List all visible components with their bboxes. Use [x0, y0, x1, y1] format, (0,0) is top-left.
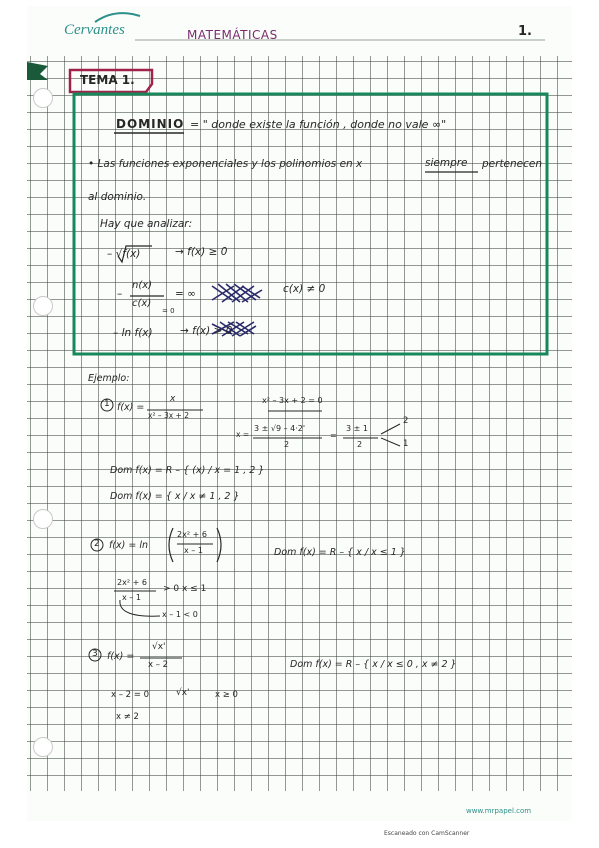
- note-line2: al dominio.: [88, 191, 147, 203]
- ex2-curve-arrow: [120, 600, 160, 616]
- ex3-c3: x ≥ 0: [215, 690, 238, 700]
- case2-num: n(x): [132, 280, 153, 291]
- ex2-left-paren: [169, 528, 173, 562]
- note-siempre: siempre: [425, 157, 468, 169]
- case1-lhs: – √f(x): [107, 248, 141, 260]
- note-analyze: Hay que analizar:: [100, 218, 193, 230]
- subject-title: MATEMÁTICAS: [187, 28, 278, 42]
- case2-small: = 0: [162, 307, 175, 315]
- case3-rhs: → f(x) > 0: [180, 325, 233, 337]
- ex1-dom1: Dom f(x) = R – { (x) / x = 1 , 2 }: [110, 465, 265, 476]
- ex2-ineq-den: x – 1: [122, 593, 141, 602]
- ex1-frac-num: x: [170, 394, 176, 404]
- case2-den: c(x): [132, 298, 152, 309]
- scan-note: Escaneado con CamScanner: [384, 830, 470, 837]
- ex1-root-arrows: [381, 424, 400, 446]
- ex2-frac-num: 2x² + 6: [177, 530, 207, 539]
- note-line1: • Las funciones exponenciales y los polinomios en x: [88, 158, 363, 170]
- definition-text: = " donde existe la función , donde no vale ∞": [190, 118, 447, 131]
- term-dominio: DOMINIO: [116, 117, 185, 131]
- ex2-dom: Dom f(x) = R – { x / x ≤ 1 }: [274, 547, 406, 558]
- ex3-frac-num: √x': [152, 642, 166, 652]
- footer-site: www.mrpapel.com: [466, 807, 532, 815]
- ex1-quad-den: 2: [284, 440, 290, 449]
- ex3-dom: Dom f(x) = R – { x / x ≤ 0 , x ≠ 2 }: [290, 659, 457, 670]
- case3-lhs: – ln f(x): [113, 327, 153, 339]
- ex1-quad-num: 3 ± √9 – 4·2': [254, 424, 306, 433]
- ex2-number: 2: [94, 539, 100, 549]
- case2-rhs: c(x) ≠ 0: [283, 283, 326, 295]
- ex3-lhs: f(x) =: [107, 651, 135, 662]
- ex1-pm-den: 2: [357, 440, 363, 449]
- ex2-ineq-rhs: > 0 x ≤ 1: [163, 584, 207, 594]
- ex1-pm-num: 3 ± 1: [346, 424, 368, 433]
- ex1-eq2: =: [330, 431, 337, 440]
- ex3-frac-den: x – 2: [148, 660, 169, 670]
- ex1-frac-den: x² – 3x + 2: [148, 411, 189, 420]
- brand-logo: Cervantes: [64, 22, 125, 38]
- examples-label: Ejemplo:: [88, 373, 130, 384]
- ex3-c1: x – 2 = 0: [111, 690, 150, 700]
- page-number: 1.: [518, 24, 532, 39]
- ex2-right-paren: [217, 528, 221, 562]
- ex3-c4: x ≠ 2: [116, 712, 139, 722]
- ex1-eq: x² – 3x + 2 = 0: [262, 396, 323, 405]
- ex3-number: 3: [92, 649, 98, 659]
- ex1-lhs: f(x) =: [117, 402, 145, 413]
- note-line1-end: pertenecen: [482, 158, 543, 170]
- case2-dash: –: [117, 288, 123, 300]
- ex1-number: 1: [104, 399, 110, 409]
- case2-inf: = ∞: [175, 288, 196, 300]
- ex2-frac-den: x – 1: [184, 546, 203, 555]
- ex2-lhs: f(x) = ln: [109, 540, 149, 551]
- bookmark-flag-icon: [27, 62, 48, 80]
- ex1-dom2: Dom f(x) = { x / x ≠ 1 , 2 }: [110, 491, 240, 502]
- ex1-root1: 2: [403, 416, 409, 426]
- ex3-c2: √x': [176, 688, 190, 698]
- topic-title: TEMA 1.: [80, 73, 135, 87]
- ex2-sub: x – 1 < 0: [162, 610, 198, 619]
- ex1-root2: 1: [403, 439, 409, 449]
- brand-swoosh-icon: [95, 13, 140, 22]
- case1-rhs: → f(x) ≥ 0: [175, 246, 228, 258]
- ex1-x-eq: x =: [236, 430, 250, 439]
- ex2-ineq-num: 2x² + 6: [117, 578, 147, 587]
